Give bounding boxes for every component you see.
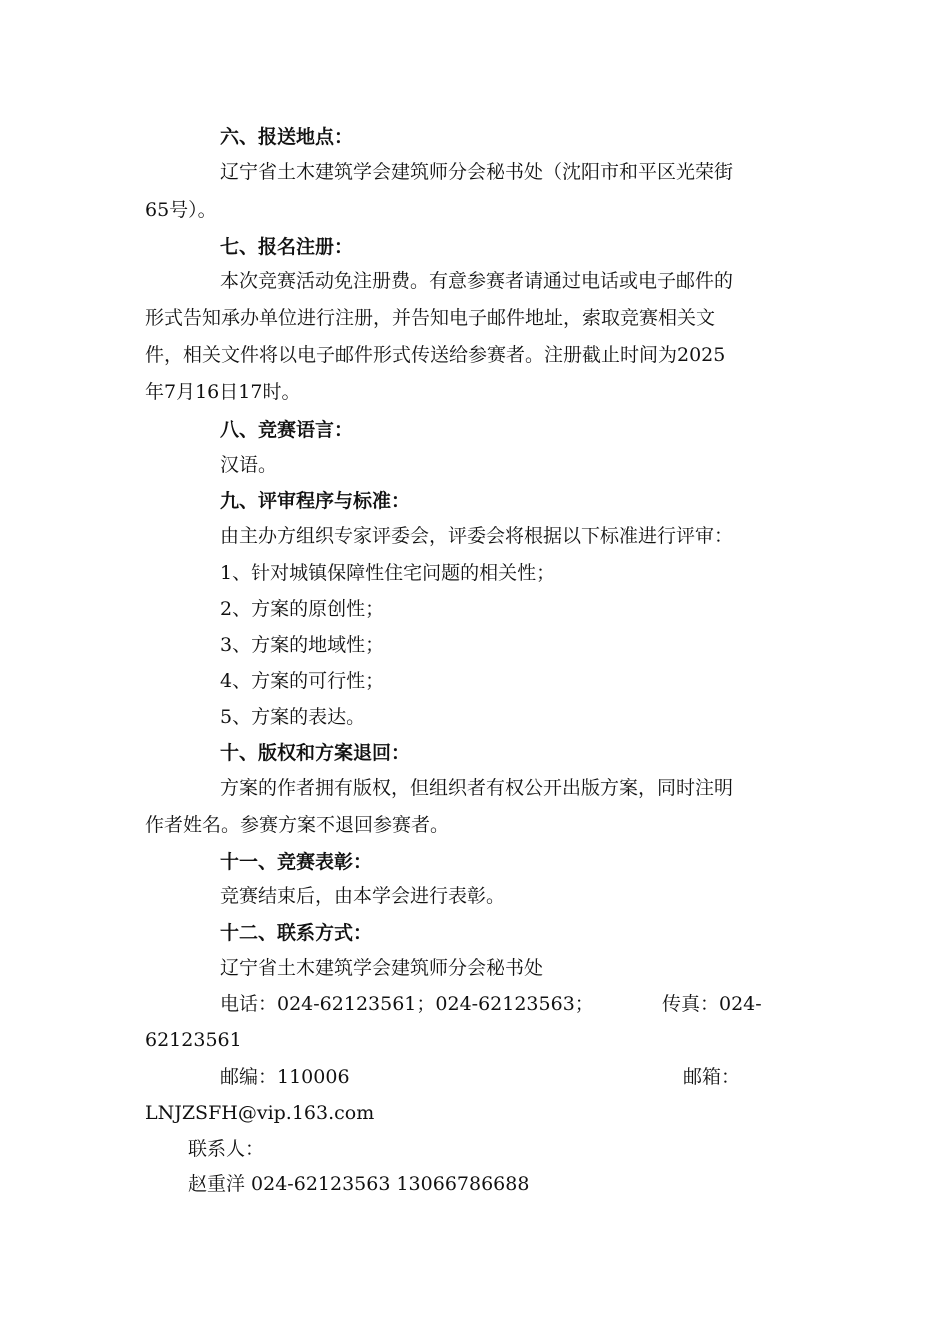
section-7-heading: 七、报名注册： bbox=[220, 236, 354, 258]
contact-organization: 辽宁省土木建筑学会建筑师分会秘书处 bbox=[220, 957, 544, 979]
section-9-criterion-5: 5、方案的表达。 bbox=[220, 706, 366, 728]
section-11-heading: 十一、竞赛表彰： bbox=[220, 851, 373, 873]
contact-postcode: 邮编：110006 bbox=[220, 1066, 350, 1088]
section-8-line-1: 汉语。 bbox=[220, 454, 278, 476]
section-6-line-2: 65号）。 bbox=[145, 199, 217, 221]
section-12-heading: 十二、联系方式： bbox=[220, 922, 373, 944]
section-7-line-3: 件，相关文件将以电子邮件形式传送给参赛者。注册截止时间为2025 bbox=[145, 344, 726, 366]
section-10-heading: 十、版权和方案退回： bbox=[220, 742, 411, 764]
section-6-heading: 六、报送地点： bbox=[220, 126, 354, 148]
contact-email: LNJZSFH@vip.163.com bbox=[145, 1102, 375, 1124]
section-7-line-2: 形式告知承办单位进行注册，并告知电子邮件地址，索取竞赛相关文 bbox=[145, 307, 716, 329]
section-10-line-2: 作者姓名。参赛方案不退回参赛者。 bbox=[145, 814, 450, 836]
section-9-criterion-1: 1、针对城镇保障性住宅问题的相关性； bbox=[220, 562, 556, 584]
section-9-line-1: 由主办方组织专家评委会，评委会将根据以下标准进行评审： bbox=[220, 525, 734, 547]
section-7-line-4: 年7月16日17时。 bbox=[145, 381, 301, 403]
section-9-criterion-2: 2、方案的原创性； bbox=[220, 598, 385, 620]
section-9-criterion-3: 3、方案的地域性； bbox=[220, 634, 385, 656]
section-8-heading: 八、竞赛语言： bbox=[220, 419, 354, 441]
contact-fax-label: 传真：024- bbox=[662, 993, 762, 1015]
contact-fax-number: 62123561 bbox=[145, 1029, 242, 1051]
contact-email-label: 邮箱： bbox=[683, 1066, 741, 1088]
contact-person-label: 联系人： bbox=[188, 1138, 265, 1160]
contact-person: 赵重洋 024-62123563 13066786688 bbox=[188, 1173, 530, 1195]
section-10-line-1: 方案的作者拥有版权，但组织者有权公开出版方案，同时注明 bbox=[220, 777, 734, 799]
contact-phone: 电话：024-62123561；024-62123563； bbox=[220, 993, 594, 1015]
section-6-line-1: 辽宁省土木建筑学会建筑师分会秘书处（沈阳市和平区光荣街 bbox=[220, 161, 734, 183]
section-11-line-1: 竞赛结束后，由本学会进行表彰。 bbox=[220, 885, 506, 907]
section-7-line-1: 本次竞赛活动免注册费。有意参赛者请通过电话或电子邮件的 bbox=[220, 270, 734, 292]
section-9-criterion-4: 4、方案的可行性； bbox=[220, 670, 385, 692]
section-9-heading: 九、评审程序与标准： bbox=[220, 490, 411, 512]
